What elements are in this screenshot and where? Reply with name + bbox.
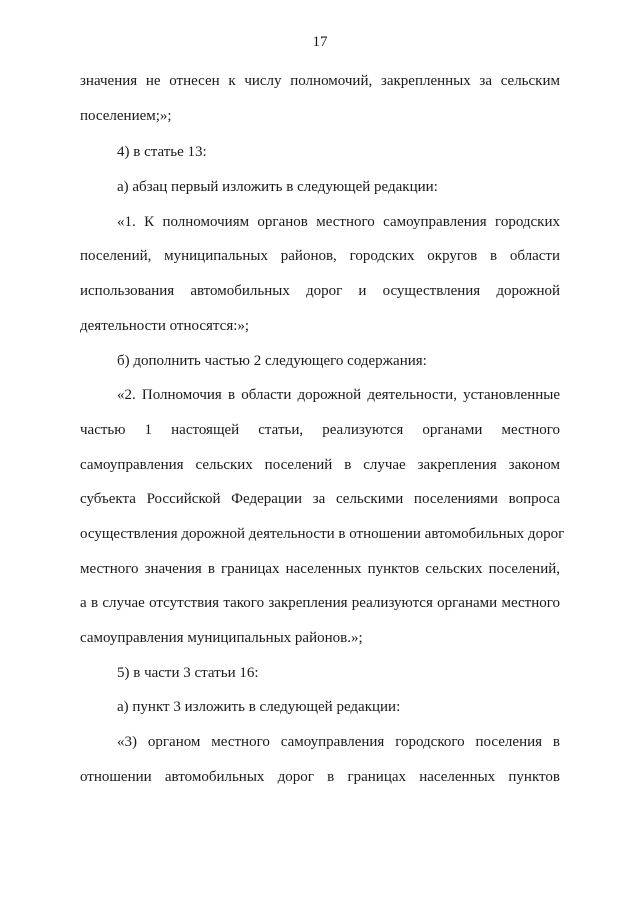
text-line: местного значения в границах населенных пунктов сельских поселений, xyxy=(80,561,560,577)
text-line: 4) в статье 13: xyxy=(117,144,207,160)
text-line: деятельности относятся:»; xyxy=(80,318,250,334)
page-number: 17 xyxy=(312,34,328,50)
text-line: «2. Полномочия в области дорожной деятельности, установленные xyxy=(117,387,560,403)
text-line: 5) в части 3 статьи 16: xyxy=(117,665,259,681)
text-line: а) пункт 3 изложить в следующей редакции: xyxy=(117,699,401,715)
text-line: самоуправления сельских поселений в случае закрепления законом xyxy=(80,457,560,473)
text-line: а в случае отсутствия такого закрепления реализуются органами местного xyxy=(80,595,560,611)
text-line: а) абзац первый изложить в следующей редакции: xyxy=(117,179,438,195)
text-line: отношении автомобильных дорог в границах населенных пунктов xyxy=(80,769,560,785)
text-line: «1. К полномочиям органов местного самоуправления городских xyxy=(117,214,560,230)
text-line: значения не отнесен к числу полномочий, закрепленных за сельским xyxy=(80,73,560,89)
text-line: «3) органом местного самоуправления городского поселения в xyxy=(117,734,560,750)
text-line: самоуправления муниципальных районов.»; xyxy=(80,630,363,646)
text-line: поселений, муниципальных районов, городских округов в области xyxy=(80,248,560,264)
text-line: б) дополнить частью 2 следующего содержания: xyxy=(117,353,427,369)
text-line: поселением;»; xyxy=(80,108,172,124)
text-line: частью 1 настоящей статьи, реализуются органами местного xyxy=(80,422,560,438)
text-line: субъекта Российской Федерации за сельскими поселениями вопроса xyxy=(80,491,560,507)
text-line: использования автомобильных дорог и осуществления дорожной xyxy=(80,283,560,299)
text-line: осуществления дорожной деятельности в отношении автомобильных дорог xyxy=(80,526,565,542)
